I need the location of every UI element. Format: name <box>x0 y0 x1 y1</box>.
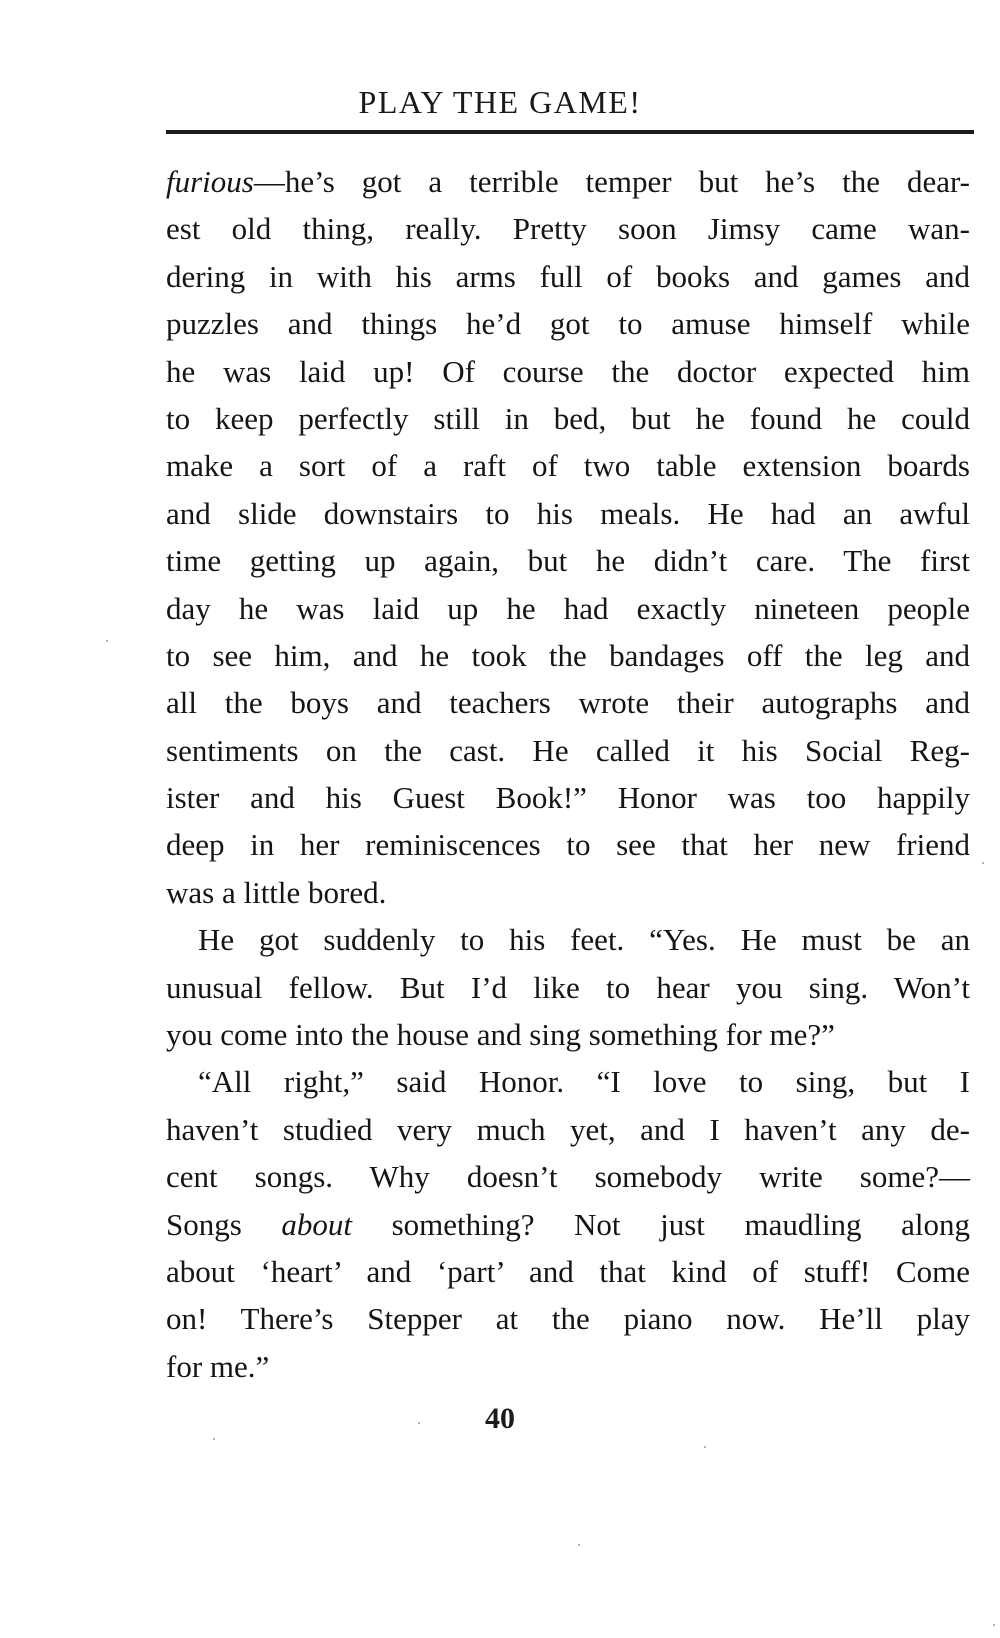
text-line <box>166 348 970 395</box>
text-line <box>166 205 970 252</box>
text-run: all the boys and teachers wrote their autographs and <box>166 685 970 721</box>
text-run: sentiments on the cast. He called it his Social Reg- <box>166 732 970 768</box>
text-run: to see him, and he took the bandages off the leg and <box>166 637 970 673</box>
text-run: make a sort of a raft of two table extension boards <box>166 448 970 484</box>
text-run: —he’s got a terrible temper but he’s the dear- <box>253 164 970 199</box>
text-run: Songs <box>166 1206 282 1242</box>
text-run: about ‘heart’ and ‘part’ and that kind of stuff! Come <box>166 1253 970 1289</box>
text-run: on! There’s Stepper at the piano now. He’ll play <box>166 1301 970 1337</box>
text-line <box>166 1106 970 1153</box>
text-line <box>166 442 970 489</box>
italic-text: about <box>281 1206 352 1242</box>
scan-speck <box>106 640 108 642</box>
text-line <box>166 490 970 537</box>
text-run: puzzles and things he’d got to amuse himself while <box>166 306 970 342</box>
text-line <box>166 774 970 821</box>
scan-speck <box>418 1422 420 1424</box>
text-line <box>166 537 970 584</box>
text-run: for me.” <box>166 1348 270 1384</box>
text-run: “All right,” said Honor. “I love to sing, but I <box>198 1064 970 1100</box>
text-line <box>166 869 970 916</box>
text-run: He got suddenly to his feet. “Yes. He must be an <box>198 922 970 958</box>
text-run: unusual fellow. But I’d like to hear you sing. Won’t <box>166 969 970 1005</box>
text-line <box>166 300 970 347</box>
text-line <box>166 1295 970 1342</box>
text-line <box>166 395 970 442</box>
text-run: ister and his Guest Book!” Honor was too happily <box>166 780 970 816</box>
italic-text: furious <box>166 164 254 199</box>
text-line <box>166 1011 970 1058</box>
text-line <box>166 253 970 300</box>
text-run: something? Not just maudling along <box>352 1206 970 1242</box>
text-run: time getting up again, but he didn’t care. The first <box>166 543 970 579</box>
header-rule <box>166 130 974 134</box>
text-line <box>166 1153 970 1200</box>
text-line <box>166 727 970 774</box>
text-run: cent songs. Why doesn’t somebody write some?— <box>166 1159 970 1195</box>
text-line <box>166 1058 970 1105</box>
text-run: and slide downstairs to his meals. He had an awful <box>166 495 970 531</box>
page-number: 40 <box>485 1402 515 1435</box>
text-line <box>166 821 970 868</box>
text-run: was a little bored. <box>166 874 387 910</box>
text-line <box>166 158 970 205</box>
text-line <box>166 1343 970 1390</box>
text-run: day he was laid up he had exactly nineteen people <box>166 590 970 626</box>
text-line <box>166 679 970 726</box>
scan-speck <box>213 1438 215 1440</box>
text-run: he was laid up! Of course the doctor expected him <box>166 353 970 389</box>
text-run: you come into the house and sing something for me?” <box>166 1017 835 1053</box>
text-line <box>166 1248 970 1295</box>
text-line <box>166 585 970 632</box>
text-line <box>166 916 970 963</box>
text-line <box>166 1201 970 1248</box>
text-run: to keep perfectly still in bed, but he found he could <box>166 400 970 436</box>
text-run: dering in with his arms full of books and games and <box>166 258 970 294</box>
scan-speck <box>993 1624 995 1626</box>
scan-speck <box>704 1446 706 1448</box>
scan-speck <box>982 862 984 864</box>
text-run: haven’t studied very much yet, and I haven’t any de- <box>166 1111 970 1147</box>
text-line <box>166 632 970 679</box>
text-line <box>166 964 970 1011</box>
running-title: PLAY THE GAME! <box>358 84 642 120</box>
text-run: deep in her reminiscences to see that her new friend <box>166 827 970 863</box>
scan-speck <box>578 1544 580 1546</box>
body-text <box>166 158 970 1390</box>
text-run: est old thing, really. Pretty soon Jimsy came wan- <box>166 211 970 247</box>
